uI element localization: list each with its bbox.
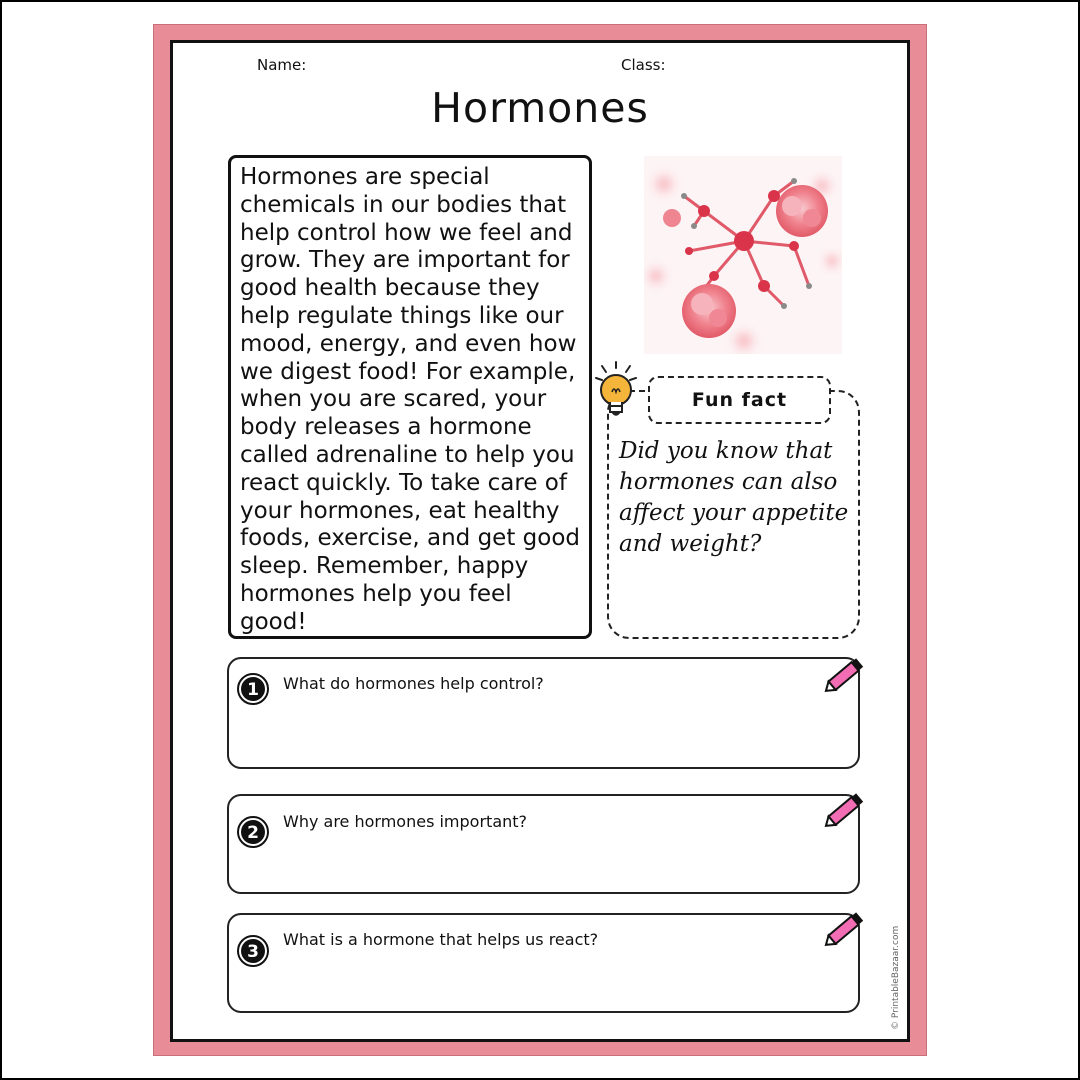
question-text-2: Why are hormones important? [283, 812, 528, 831]
question-number-1: 1 [247, 680, 259, 700]
answer-box-3[interactable] [227, 913, 860, 1013]
number-badge-3 [237, 935, 269, 967]
question-text-1: What do hormones help control? [283, 674, 544, 693]
name-label: Name: [257, 56, 307, 74]
number-badge-1 [237, 673, 269, 705]
reading-passage: Hormones are special chemicals in our bodies that help control how we feel and grow. They are important for good health because they help regulate things like our mood, energy, and even how we digest food! For example, when you are scared, your body releases a hormone called adrenaline to help you react quickly. To take care of your hormones, eat healthy foods, exercise, and get good sleep. Remember, happy hormones help you feel good! [228, 155, 592, 639]
question-number-3: 3 [247, 942, 259, 962]
number-badge-2 [237, 816, 269, 848]
pencil-icon [818, 784, 870, 836]
fun-fact-heading: Fun fact [648, 376, 831, 424]
question-number-2: 2 [247, 823, 259, 843]
pencil-icon [818, 903, 870, 955]
copyright-credit: © PrintableBazaar.com [891, 925, 901, 1030]
question-text-3: What is a hormone that helps us react? [283, 930, 599, 949]
lightbulb-icon [594, 360, 642, 422]
page-title: Hormones [431, 84, 649, 132]
pencil-icon [818, 649, 870, 701]
answer-box-2[interactable] [227, 794, 860, 894]
hormone-illustration [644, 156, 842, 354]
class-label: Class: [621, 56, 666, 74]
fun-fact-text: Did you know that hormones can also affect your appetite and weight? [619, 438, 849, 557]
